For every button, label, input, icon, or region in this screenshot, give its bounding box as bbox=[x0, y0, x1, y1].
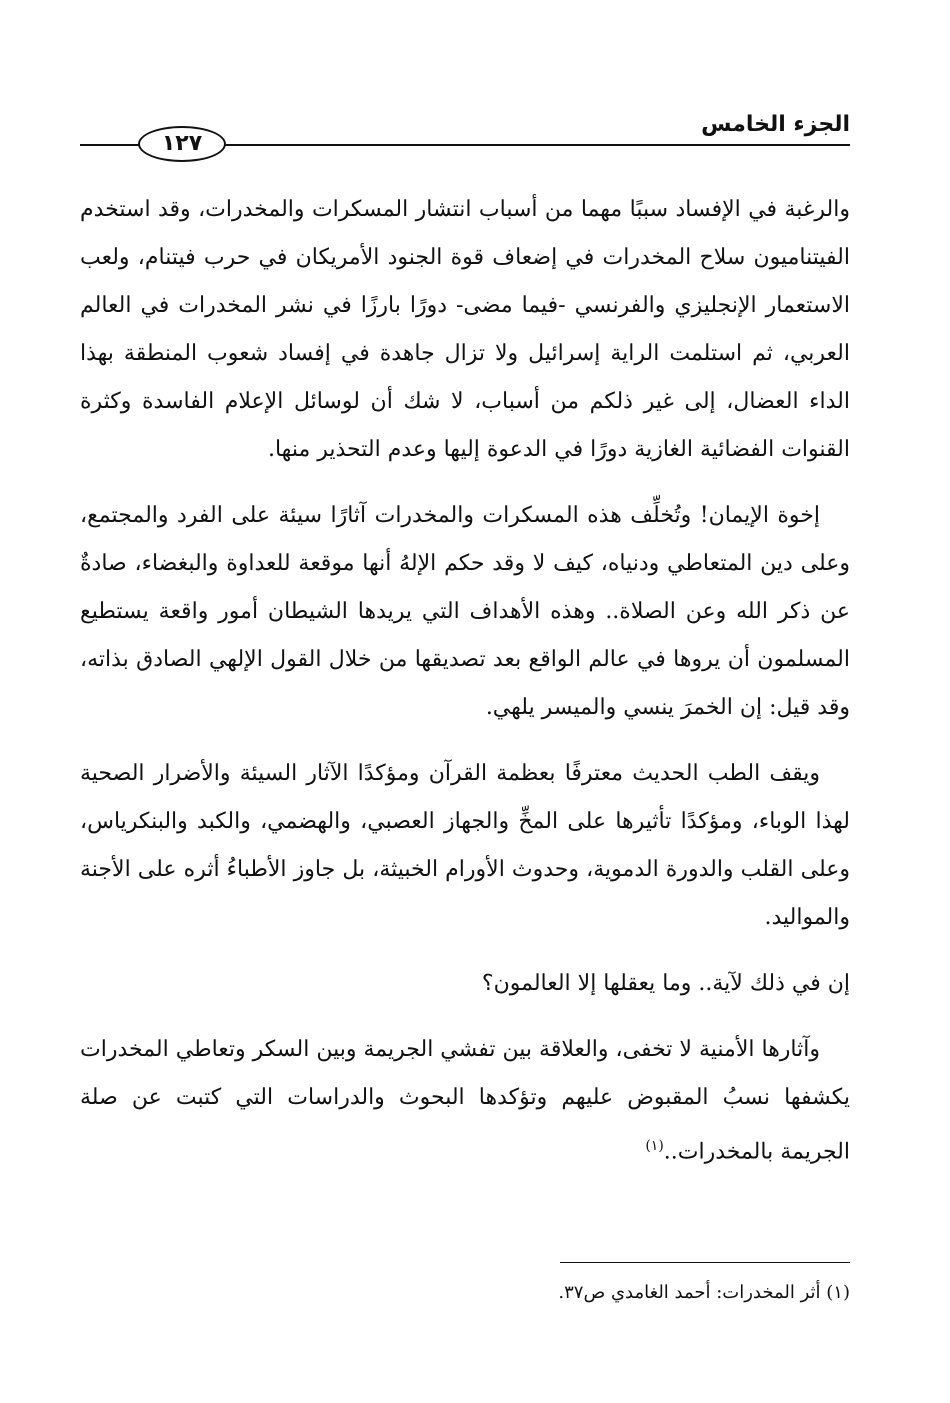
footnote-marker: (١) bbox=[645, 1138, 664, 1154]
paragraph-text: وآثارها الأمنية لا تخفى، والعلاقة بين تفشي الجريمة وبين السكر وتعاطي المخدرات يكشفها نسبُ المقبوض عليهم وتؤكدها البحوث والدراسات التي كتبت عن صلة الجريمة بالمخدرات.. bbox=[80, 1037, 850, 1165]
page-number: ١٢٧ bbox=[138, 126, 226, 162]
paragraph: والرغبة في الإفساد سببًا مهما من أسباب انتشار المسكرات والمخدرات، وقد استخدم الفيتناميون سلاح المخدرات في إضعاف قوة الجنود الأمريكان في حرب فيتنام، ولعب الاستعمار الإنجليزي والفرنسي -فيما مضى- دورًا بارزًا في نشر المخدرات في العالم العربي، ثم استلمت الراية إسرائيل ولا تزال جاهدة في إفساد شعوب المنطقة بهذا الداء العضال، إلى غير ذلكم من أسباب، لا شك أن لوسائل الإعلام الفاسدة وكثرة القنوات الفضائية الغازية دورًا في الدعوة إليها وعدم التحذير منها. bbox=[80, 197, 850, 462]
main-text bbox=[80, 186, 850, 1194]
footnote-separator bbox=[560, 1262, 850, 1263]
paragraph-with-footnote bbox=[80, 1026, 850, 1176]
footnote: (١) أثر المخدرات: أحمد الغامدي ص٣٧. bbox=[558, 1282, 850, 1303]
chapter-title: الجزء الخامس bbox=[701, 112, 850, 137]
paragraph: إخوة الإيمان! وتُخلِّف هذه المسكرات والمخدرات آثارًا سيئة على الفرد والمجتمع، وعلى دين المتعاطي ودنياه، كيف لا وقد حكم الإلهُ أنها موقعة للعداوة والبغضاء، صادةٌ عن ذكر الله وعن الصلاة.. وهذه الأهداف التي يريدها الشيطان أمور واقعة يستطيع المسلمون أن يروها في عالم الواقع بعد تصديقها من خلال القول الإلهي الصادق بذاته، وقد قيل: إن الخمرَ ينسي والميسر يلهي. bbox=[80, 503, 850, 720]
page-header bbox=[80, 108, 850, 168]
paragraph: ويقف الطب الحديث معترفًا بعظمة القرآن ومؤكدًا الآثار السيئة والأضرار الصحية لهذا الوباء، ومؤكدًا تأثيرها على المخِّ والجهاز العصبي، والهضمي، والكبد والبنكرياس، وعلى القلب والدورة الدموية، وحدوث الأورام الخبيثة، بل جاوز الأطباءُ أثره على الأجنة والمواليد. bbox=[80, 761, 850, 930]
paragraph: إن في ذلك لآية.. وما يعقلها إلا العالمون؟ bbox=[481, 971, 850, 996]
